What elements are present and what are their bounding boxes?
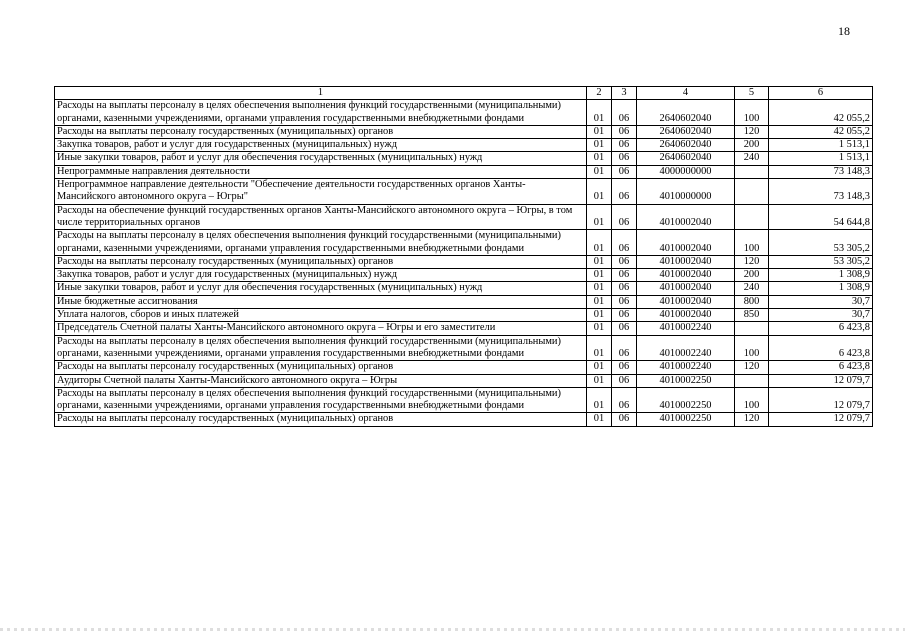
- section-code-cell: 01: [587, 413, 612, 426]
- target-article-cell: 4010002250: [637, 413, 735, 426]
- target-article-cell: 4000000000: [637, 165, 735, 178]
- expense-type-cell: 120: [735, 361, 769, 374]
- amount-cell: 30,7: [769, 309, 873, 322]
- expense-type-cell: 100: [735, 230, 769, 256]
- budget-table: [54, 86, 873, 427]
- row-name-cell: Иные закупки товаров, работ и услуг для обеспечения государственных (муниципальных) нужд: [55, 282, 587, 295]
- table-row: [55, 309, 873, 322]
- amount-cell: 73 148,3: [769, 179, 873, 205]
- row-name-cell: Расходы на выплаты персоналу государственных (муниципальных) органов: [55, 413, 587, 426]
- amount-cell: 1 308,9: [769, 269, 873, 282]
- subsection-code-cell: 06: [612, 139, 637, 152]
- section-code-cell: 01: [587, 125, 612, 138]
- subsection-code-cell: 06: [612, 165, 637, 178]
- section-code-cell: 01: [587, 139, 612, 152]
- row-name-cell: Председатель Счетной палаты Ханты-Мансийского автономного округа – Югры и его заместители: [55, 322, 587, 335]
- amount-cell: 30,7: [769, 295, 873, 308]
- target-article-cell: 2640602040: [637, 139, 735, 152]
- amount-cell: 6 423,8: [769, 322, 873, 335]
- expense-type-cell: 120: [735, 255, 769, 268]
- subsection-code-cell: 06: [612, 335, 637, 361]
- subsection-code-cell: 06: [612, 361, 637, 374]
- row-name-cell: Расходы на выплаты персоналу государственных (муниципальных) органов: [55, 361, 587, 374]
- table-row: [55, 387, 873, 413]
- section-code-cell: 01: [587, 295, 612, 308]
- column-number-header-row: [55, 87, 873, 100]
- table-row: [55, 100, 873, 126]
- column-header: 2: [587, 87, 612, 100]
- table-row: [55, 282, 873, 295]
- table-row: [55, 413, 873, 426]
- target-article-cell: 4010002040: [637, 255, 735, 268]
- amount-cell: 73 148,3: [769, 165, 873, 178]
- table-row: [55, 335, 873, 361]
- table-row: [55, 125, 873, 138]
- row-name-cell: Непрограммное направление деятельности "Обеспечение деятельности государственных органов Ханты-Мансийского автономного округа – Югры": [55, 179, 587, 205]
- section-code-cell: 01: [587, 374, 612, 387]
- target-article-cell: 2640602040: [637, 152, 735, 165]
- expense-type-cell: 120: [735, 125, 769, 138]
- row-name-cell: Расходы на выплаты персоналу в целях обеспечения выполнения функций государственными (муниципальными) органами, казенными учреждениями, органами управления государственными внебюджетными фондами: [55, 335, 587, 361]
- target-article-cell: 4010002240: [637, 322, 735, 335]
- amount-cell: 54 644,8: [769, 204, 873, 230]
- expense-type-cell: 200: [735, 139, 769, 152]
- row-name-cell: Иные бюджетные ассигнования: [55, 295, 587, 308]
- row-name-cell: Закупка товаров, работ и услуг для государственных (муниципальных) нужд: [55, 269, 587, 282]
- amount-cell: 1 308,9: [769, 282, 873, 295]
- subsection-code-cell: 06: [612, 100, 637, 126]
- row-name-cell: Аудиторы Счетной палаты Ханты-Мансийского автономного округа – Югры: [55, 374, 587, 387]
- expense-type-cell: 100: [735, 100, 769, 126]
- subsection-code-cell: 06: [612, 309, 637, 322]
- column-header: 4: [637, 87, 735, 100]
- target-article-cell: 4010002040: [637, 282, 735, 295]
- scan-edge-artifact: [0, 628, 905, 631]
- row-name-cell: Расходы на выплаты персоналу в целях обеспечения выполнения функций государственными (муниципальными) органами, казенными учреждениями, органами управления государственными внебюджетными фондами: [55, 100, 587, 126]
- target-article-cell: 4010002250: [637, 374, 735, 387]
- expense-type-cell: 850: [735, 309, 769, 322]
- target-article-cell: 4010002040: [637, 295, 735, 308]
- table-row: [55, 374, 873, 387]
- subsection-code-cell: 06: [612, 387, 637, 413]
- amount-cell: 12 079,7: [769, 374, 873, 387]
- target-article-cell: 4010002240: [637, 335, 735, 361]
- subsection-code-cell: 06: [612, 413, 637, 426]
- table-row: [55, 165, 873, 178]
- expense-type-cell: 240: [735, 282, 769, 295]
- expense-type-cell: 100: [735, 387, 769, 413]
- amount-cell: 12 079,7: [769, 387, 873, 413]
- subsection-code-cell: 06: [612, 230, 637, 256]
- section-code-cell: 01: [587, 361, 612, 374]
- subsection-code-cell: 06: [612, 269, 637, 282]
- table-row: [55, 295, 873, 308]
- table-row: [55, 322, 873, 335]
- target-article-cell: 4010000000: [637, 179, 735, 205]
- target-article-cell: 2640602040: [637, 125, 735, 138]
- target-article-cell: 4010002240: [637, 361, 735, 374]
- subsection-code-cell: 06: [612, 322, 637, 335]
- amount-cell: 42 055,2: [769, 100, 873, 126]
- section-code-cell: 01: [587, 230, 612, 256]
- expense-type-cell: [735, 322, 769, 335]
- target-article-cell: 2640602040: [637, 100, 735, 126]
- amount-cell: 12 079,7: [769, 413, 873, 426]
- column-header: 6: [769, 87, 873, 100]
- page-number: 18: [838, 24, 850, 38]
- section-code-cell: 01: [587, 309, 612, 322]
- amount-cell: 53 305,2: [769, 230, 873, 256]
- subsection-code-cell: 06: [612, 204, 637, 230]
- section-code-cell: 01: [587, 255, 612, 268]
- amount-cell: 1 513,1: [769, 152, 873, 165]
- row-name-cell: Иные закупки товаров, работ и услуг для обеспечения государственных (муниципальных) нужд: [55, 152, 587, 165]
- subsection-code-cell: 06: [612, 152, 637, 165]
- subsection-code-cell: 06: [612, 374, 637, 387]
- section-code-cell: 01: [587, 179, 612, 205]
- row-name-cell: Закупка товаров, работ и услуг для государственных (муниципальных) нужд: [55, 139, 587, 152]
- expense-type-cell: [735, 165, 769, 178]
- expense-type-cell: [735, 374, 769, 387]
- expense-type-cell: 240: [735, 152, 769, 165]
- column-header: 3: [612, 87, 637, 100]
- table-row: [55, 255, 873, 268]
- section-code-cell: 01: [587, 269, 612, 282]
- section-code-cell: 01: [587, 165, 612, 178]
- section-code-cell: 01: [587, 100, 612, 126]
- target-article-cell: 4010002040: [637, 269, 735, 282]
- target-article-cell: 4010002250: [637, 387, 735, 413]
- section-code-cell: 01: [587, 335, 612, 361]
- target-article-cell: 4010002040: [637, 204, 735, 230]
- section-code-cell: 01: [587, 387, 612, 413]
- expense-type-cell: [735, 179, 769, 205]
- section-code-cell: 01: [587, 282, 612, 295]
- section-code-cell: 01: [587, 152, 612, 165]
- amount-cell: 1 513,1: [769, 139, 873, 152]
- section-code-cell: 01: [587, 204, 612, 230]
- column-header: 1: [55, 87, 587, 100]
- row-name-cell: Непрограммные направления деятельности: [55, 165, 587, 178]
- table-row: [55, 179, 873, 205]
- table-row: [55, 152, 873, 165]
- subsection-code-cell: 06: [612, 179, 637, 205]
- row-name-cell: Расходы на выплаты персоналу в целях обеспечения выполнения функций государственными (муниципальными) органами, казенными учреждениями, органами управления государственными внебюджетными фондами: [55, 387, 587, 413]
- amount-cell: 42 055,2: [769, 125, 873, 138]
- table-row: [55, 361, 873, 374]
- table-row: [55, 230, 873, 256]
- table-row: [55, 139, 873, 152]
- row-name-cell: Расходы на выплаты персоналу государственных (муниципальных) органов: [55, 255, 587, 268]
- target-article-cell: 4010002040: [637, 230, 735, 256]
- row-name-cell: Расходы на обеспечение функций государственных органов Ханты-Мансийского автономного округа – Югры, в том числе территориальных органов: [55, 204, 587, 230]
- expense-type-cell: 200: [735, 269, 769, 282]
- expense-type-cell: [735, 204, 769, 230]
- target-article-cell: 4010002040: [637, 309, 735, 322]
- expense-type-cell: 100: [735, 335, 769, 361]
- section-code-cell: 01: [587, 322, 612, 335]
- row-name-cell: Расходы на выплаты персоналу государственных (муниципальных) органов: [55, 125, 587, 138]
- expense-type-cell: 120: [735, 413, 769, 426]
- table-row: [55, 204, 873, 230]
- expense-type-cell: 800: [735, 295, 769, 308]
- subsection-code-cell: 06: [612, 255, 637, 268]
- amount-cell: 6 423,8: [769, 361, 873, 374]
- subsection-code-cell: 06: [612, 125, 637, 138]
- subsection-code-cell: 06: [612, 295, 637, 308]
- amount-cell: 53 305,2: [769, 255, 873, 268]
- budget-table-body: [55, 100, 873, 426]
- row-name-cell: Уплата налогов, сборов и иных платежей: [55, 309, 587, 322]
- amount-cell: 6 423,8: [769, 335, 873, 361]
- table-row: [55, 269, 873, 282]
- subsection-code-cell: 06: [612, 282, 637, 295]
- row-name-cell: Расходы на выплаты персоналу в целях обеспечения выполнения функций государственными (муниципальными) органами, казенными учреждениями, органами управления государственными внебюджетными фондами: [55, 230, 587, 256]
- column-header: 5: [735, 87, 769, 100]
